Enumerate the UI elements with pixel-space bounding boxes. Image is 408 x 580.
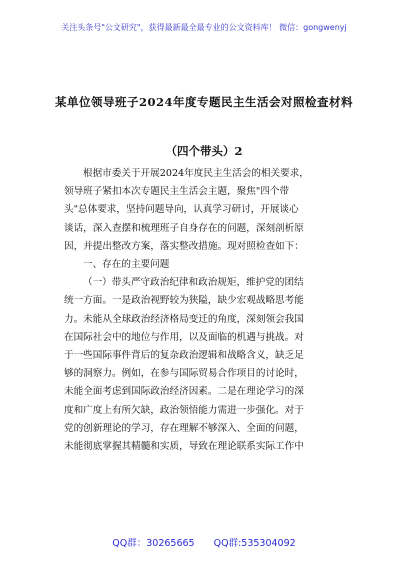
body-line: （一）带头严守政治纪律和政治规矩，维护党的团结: [83, 277, 304, 289]
body-line: 根据市委关于开展2024年度民主生活会的相关要求，: [83, 168, 309, 179]
document-title: 某单位领导班子2024年度专题民主生活会对照检查材料: [54, 95, 353, 109]
body-line: 党的创新理论的学习，存在理解不够深入、全面的问题，: [64, 422, 304, 434]
body-line: 度和广度上有所欠缺，政治领悟能力需进一步强化。对于: [64, 404, 304, 416]
document-body: [64, 165, 348, 456]
body-line: 谈话，深入查摆和梳理班子自身存在的问题，深刻剖析原: [64, 222, 304, 234]
body-line: 够的洞察力。例如，在参与国际贸易合作项目的讨论时，: [64, 368, 304, 380]
body-line: 因，并提出整改方案，落实整改措施。现对照检查如下：: [64, 240, 304, 252]
body-line: 于一些国际事件背后的复杂政治逻辑和战略含义，缺乏足: [64, 350, 304, 362]
body-line: 未能全面考虑到国际政治经济因素。二是在理论学习的深: [64, 386, 304, 398]
section-heading: 一、存在的主要问题: [83, 259, 170, 271]
document-subtitle: （四个带头）2: [165, 144, 243, 158]
body-line: 统一方面。一是政治视野较为狭隘，缺少宏观战略思考能: [64, 295, 304, 307]
body-line: 在国际社会中的地位与作用，以及面临的机遇与挑战。对: [64, 331, 304, 343]
qq-group-1: QQ群：30265665: [112, 538, 195, 549]
qq-group-2: QQ群:535304092: [213, 538, 296, 549]
body-line: 力。未能从全球政治经济格局变迁的角度，深刻领会我国: [64, 313, 304, 325]
body-line: 未能彻底掌握其精髓和实质，导致在理论联系实际工作中: [64, 441, 304, 453]
body-line: 头"总体要求，坚持问题导向，认真学习研讨，开展谈心: [64, 204, 299, 216]
footer-contacts: [0, 535, 408, 549]
header-note: 关注头条号"公文研究"，获得最新最全最专业的公文资料库！ 微信：gongwenyj: [61, 23, 347, 32]
body-line: 领导班子紧扣本次专题民主生活会主题，聚焦"四个带: [64, 186, 290, 198]
